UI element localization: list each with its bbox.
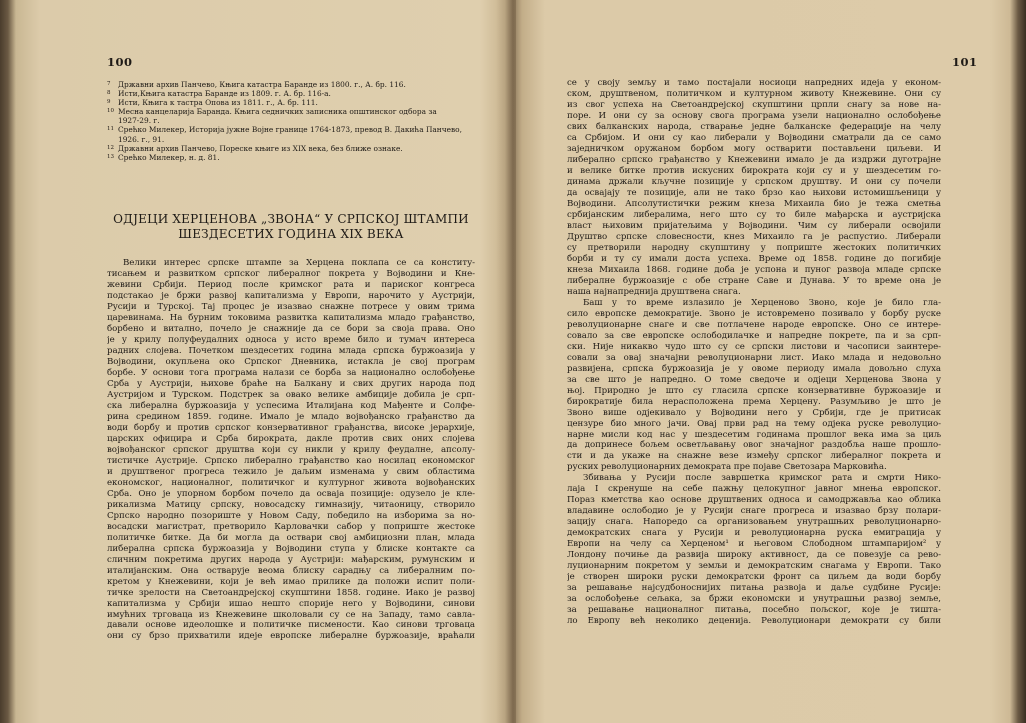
footnote: 12 Државни архив Панчево, Пореске књиге из XIX века, без ближе ознаке.	[107, 143, 403, 153]
text-line: рикализма Матицу српску, новосадску гимназију, читаоницу, створило	[107, 499, 475, 510]
text-line: њој. Природно је што су гласила српске конзервативне буржоазије и	[567, 385, 941, 396]
text-line: ском, друштвеном, политичком и културном животу Кнежевине. Они су	[567, 88, 941, 99]
text-line: зацију снага. Напоредо са организовањем унутрашњих револуционарно-	[567, 517, 941, 528]
text-line: свих балканских народа, стварање једне балканске федерације на челу	[567, 121, 941, 132]
text-line: либералне буржоазије с обе стране Саве и Дунава. У то време она је	[567, 275, 941, 286]
text-line: жевини Србији. Период после кримског рата и париског конгреса	[107, 279, 475, 290]
text-line: Велики интерес српске штампе за Херцена поклапа се са конститу-	[123, 258, 475, 268]
text-line: из свог успеха на Светоандрејској скупштини црпли снагу за нове на-	[567, 99, 941, 110]
page-number-left: 100	[107, 55, 133, 69]
body-text-left	[107, 258, 475, 642]
text-line: поре. И они су за основу свога програма узели национално ослобођење	[567, 110, 941, 121]
text-line: Звоно више одјекивало у Војводини него у Србији, где је притисак	[567, 407, 941, 418]
right-page	[515, 0, 1015, 723]
text-line: бирократије била нерасположена према Херцену. Разумљиво је што је	[567, 396, 941, 407]
text-line: восадски магистрат, претворило Карловачки сабор у поприште жестоке	[107, 521, 475, 532]
page-number-right: 101	[952, 55, 978, 69]
text-line: су претворили народну скупштину у поприште жестоких политичких	[567, 242, 941, 253]
text-line: се у своју земљу и тамо постајали носиоци напредних идеја у економ-	[567, 78, 941, 88]
text-line: Лондону почиње да развија широку активност, да се повезује са рево-	[567, 550, 941, 561]
text-line: Срба. Оно је упорном борбом почело да осваја позиције: одузело је кле-	[107, 488, 475, 499]
footnote: 8 Исти,Књига катастра Баранде из 1809. г. А. бр. 116-а.	[107, 89, 331, 99]
text-line: борбе. У основи тога програма налази се борба за национално ослобођење	[107, 367, 475, 378]
text-line: развијена, српска буржоазија је у овоме периоду имала довољно слуха	[567, 363, 941, 374]
text-line: да освајају те позиције, али не тако брзо као њихови истомишљеници у	[567, 187, 941, 198]
footnote: 10 Месна канцеларија Баранда. Књига седничких записника општинског одбора за	[107, 107, 437, 117]
text-line: Друштво српске словесности, кнез Михаило га је распустио. Либерали	[567, 231, 941, 242]
text-line: борби и ту су имали доста успеха. Време од 1858. године до погибије	[567, 253, 941, 264]
text-line: води борбу и против српског конзервативног грађанства, високе јерархије,	[107, 422, 475, 433]
text-line: капитализма у Србији ишао нешто спорије него у Војводини, синови	[107, 598, 475, 609]
text-line: за све што је напредно. О томе сведоче и одјеци Херценова Звона у	[567, 374, 941, 385]
text-line: Пораз кметства као основе друштвених односа и самодржавља као облика	[567, 495, 941, 506]
text-line: да допринесе бољем осветљавању овог значајног раздобља наше прошло-	[567, 440, 941, 451]
text-line: револуционарне снаге и све потлачене народе европске. Оно се интере-	[567, 319, 941, 330]
text-line: давали основе идеолошке и политичке писмености. Као синови трговаца	[107, 620, 475, 631]
text-line: економског, националног, политичког и културног живота војвођанских	[107, 477, 475, 488]
text-line: либерална српска буржоазија у Војводини ступа у блиске контакте са	[107, 543, 475, 554]
footnote-continuation: 1927-29. г.	[118, 116, 160, 126]
text-line: србијанским либералима, него што су то биле мађарска и аустријска	[567, 209, 941, 220]
text-line: и друштвеног прогреса тежило је даљим изменама у свим областима	[107, 466, 475, 477]
text-line: политичке битке. Да би могла да оствари свој амбициозни план, млада	[107, 532, 475, 543]
body-text-right	[567, 78, 941, 627]
text-line: владавине ослободио је у Русији снаге прогреса и изазвао брзу полари-	[567, 506, 941, 517]
text-line: са Србијом. И они су као либерали у Војводини сматрали да се само	[567, 132, 941, 143]
text-line: либерално српско грађанство у Кнежевини имало је да издржи дуготрајне	[567, 154, 941, 165]
text-line: Срба у Аустрији, њихове браће на Балкану и свих других народа под	[107, 378, 475, 389]
text-line: Аустријом и Турском. Подстрек за овако велике амбиције добила је срп-	[107, 389, 475, 400]
text-line: за решавање најсудбоноснијих питања развоја и даље судбине Русије:	[567, 583, 941, 594]
text-line: Збивања у Русији после завршетка кримског рата и смрти Нико-	[583, 473, 941, 484]
text-line: тисањем и развитком српског либералног покрета у Војводини и Кне-	[107, 268, 475, 279]
text-line: борбено и витално, почело је снажније да се бори за своја права. Оно	[107, 323, 475, 334]
footnote: 9 Исти, Књига к тастра Опова из 1811. г., А. бр. 111.	[107, 98, 318, 108]
text-line: је створен широки руски демократски фронт са циљем да води борбу	[567, 572, 941, 583]
text-line: Русији и Турској. Тај процес је изазвао снажне потресе у овим трима	[107, 301, 475, 312]
text-line: цензуре био много јачи. Овај први рад на тему одјека руске револуцио-	[567, 418, 941, 429]
text-line: ски. Није никакво чудо што су се српски листови и часописи заинтере-	[567, 341, 941, 352]
text-line: ло Европу већ неколико деценија. Револуционари демократи су били	[567, 616, 941, 627]
text-line: царских официра и Срба бирократа, дакле против свих оних слојева	[107, 433, 475, 444]
text-line: луционарним покретом у земљи и демократским снагама у Европи. Тако	[567, 561, 941, 572]
text-line: нарне мисли код нас у шездесетим годинама прошлог века има за циљ	[567, 429, 941, 440]
text-line: динама држали кључне позиције у српском друштву. И они су почели	[567, 176, 941, 187]
text-line: наша најнапреднија друштвена снага.	[567, 286, 741, 297]
text-line: Српско народно позориште у Новом Саду, победило на изборима за но-	[107, 510, 475, 521]
title-line: ШЕЗДЕСЕТИХ ГОДИНА XIX ВЕКА	[178, 226, 404, 241]
left-page	[12, 0, 512, 723]
footnote: 13 Срећко Милекер, н. д. 81.	[107, 152, 220, 162]
article-title	[107, 212, 475, 241]
footnote-continuation: 1926. г., 91.	[118, 134, 165, 144]
text-line: руских револуционарних демократа пре појаве Светозара Марковића.	[567, 462, 887, 473]
footnote: 7 Државни архив Панчево, Књига катастра Баранде из 1800. г., А. бр. 116.	[107, 80, 406, 89]
text-line: војвођанског српског друштва који су никли у крилу феудалне, апсолу-	[107, 444, 475, 455]
text-line: тичке зрелости на Светоандрејској скупштини 1858. године. Иако је развој	[107, 587, 475, 598]
footnotes	[107, 80, 475, 162]
text-line: радних слојева. Почетком шездесетих година млада српска буржоазија у	[107, 345, 475, 356]
text-line: италијанским. Она остварује веома блиску сарадњу са либералним по-	[107, 565, 475, 576]
gutter-shadow	[496, 0, 516, 723]
text-line: сило европске демократије. Звоно је истовремено позивало у борбу руске	[567, 308, 941, 319]
text-line: кретом у Кнежевини, који је већ имао прилике да положи испит поли-	[107, 576, 475, 587]
text-line: Баш у то време излазило је Херценово Звоно, које је било гла-	[583, 297, 941, 308]
text-line: Војводини. Апсолутистички режим кнеза Михаила био је тежа сметња	[567, 198, 941, 209]
text-line: тистичке Аустрије. Српско либерално грађанство као носилац економског	[107, 455, 475, 466]
text-line: имућних трговаца из Кнежевине школовали су се на Западу, тамо савла-	[107, 609, 475, 620]
text-line: сти и да укаже на снажне везе између српског либералног покрета и	[567, 451, 941, 462]
text-line: Европи на челу са Херценом¹ и његовом Слободном штампаријом² у	[567, 539, 941, 550]
text-line: за ослобођење сељака, за бржи економски и унутрашњи развој земље,	[567, 594, 941, 605]
text-line: они су брзо прихватили идеје европске либералне буржоазије, враћали	[107, 631, 475, 642]
text-line: Војводини, окупљена око Српског Дневника, истакла је свој програм	[107, 356, 475, 367]
title-line: ОДЈЕЦИ ХЕРЦЕНОВА „ЗВОНА“ У СРПСКОЈ ШТАМПИ	[113, 212, 469, 226]
text-line: сличним покретима других народа у Аустрији: мађарским, румунским и	[107, 554, 475, 565]
text-line: совали за овај значајни револуционарни лист. Иако млада и недовољно	[567, 352, 941, 363]
text-line: заједничком оружаном борбом могу остварити постављени циљеви. И	[567, 143, 941, 154]
text-line: подстакао је бржи развој капитализма у Европи, нарочито у Аустрији,	[107, 290, 475, 301]
text-line: совало за све европске ослободилачке и напредне покрете, па и за срп-	[567, 330, 941, 341]
text-line: демократских снага у Русији и револуционарна руска емиграција у	[567, 528, 941, 539]
text-line: ска либерална буржоазија у успесима Италијана код Мађенте и Солфе-	[107, 400, 475, 411]
text-line: власт њиховим пријатељима у Војводини. Чим су либерали освојили	[567, 220, 941, 231]
text-line: је у крилу полуфеудалних односа у исто време било и тумач интереса	[107, 334, 475, 345]
text-line: кнеза Михаила 1868. године доба је успона и пуног развоја младе српске	[567, 264, 941, 275]
text-line: лаја I скренуше на себе пажњу целокупног јавног мнења европског.	[567, 484, 941, 495]
text-line: царевинама. На бурним токовима развитка капитализма младо грађанство,	[107, 312, 475, 323]
text-line: рина средином 1859. године. Имало је младо војвођанско грађанство да	[107, 411, 475, 422]
text-line: за решавање националног питања, посебно пољског, које је тишта-	[567, 605, 941, 616]
text-line: и велике битке против искусних бирократа који су и у шездесетим го-	[567, 165, 941, 176]
footnote: 11 Срећко Милекер, Историја јужне Војне границе 1764-1873, превод В. Дакића Панчево,	[107, 125, 462, 135]
